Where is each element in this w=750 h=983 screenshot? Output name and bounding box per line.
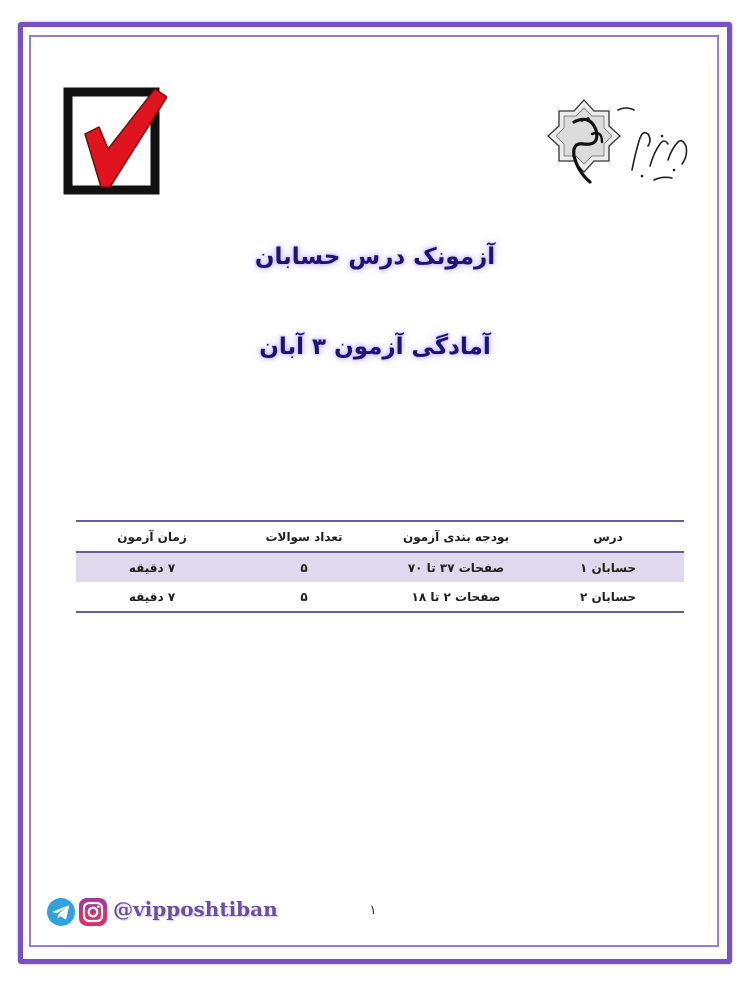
page-title: آزمونک درس حسابان — [254, 244, 496, 270]
page-subtitle: آمادگی آزمون ۳ آبان — [259, 334, 491, 360]
checkbox-checked-icon — [63, 87, 167, 195]
header-page-range: بودجه بندی آزمون — [380, 521, 532, 552]
cell-course: حسابان ۲ — [579, 589, 637, 604]
telegram-icon — [47, 898, 75, 926]
page-number: ۱ — [369, 903, 377, 918]
header-question-count: تعداد سوالات — [228, 521, 380, 552]
exam-schedule-table — [76, 520, 684, 613]
table-header-row — [76, 521, 684, 552]
header-exam-time: زمان آزمون — [76, 521, 228, 552]
cell-exam-time: ۷ دقیقه — [76, 552, 228, 582]
table-row — [76, 582, 684, 612]
cell-question-count: ۵ — [228, 552, 380, 582]
cell-page-range: صفحات ۲ تا ۱۸ — [411, 589, 501, 604]
ghalamchi-logo — [522, 80, 698, 208]
cell-course: حسابان ۱ — [532, 552, 684, 582]
header-course: درس — [532, 521, 684, 552]
cell-question-count: ۵ — [300, 589, 308, 604]
instagram-icon — [79, 898, 107, 926]
table-row — [76, 552, 684, 582]
cell-exam-time: ۷ دقیقه — [128, 589, 176, 604]
social-handle: @vipposhtiban — [113, 897, 278, 921]
cell-page-range: صفحات ۳۷ تا ۷۰ — [380, 552, 532, 582]
social-icons — [46, 897, 110, 927]
